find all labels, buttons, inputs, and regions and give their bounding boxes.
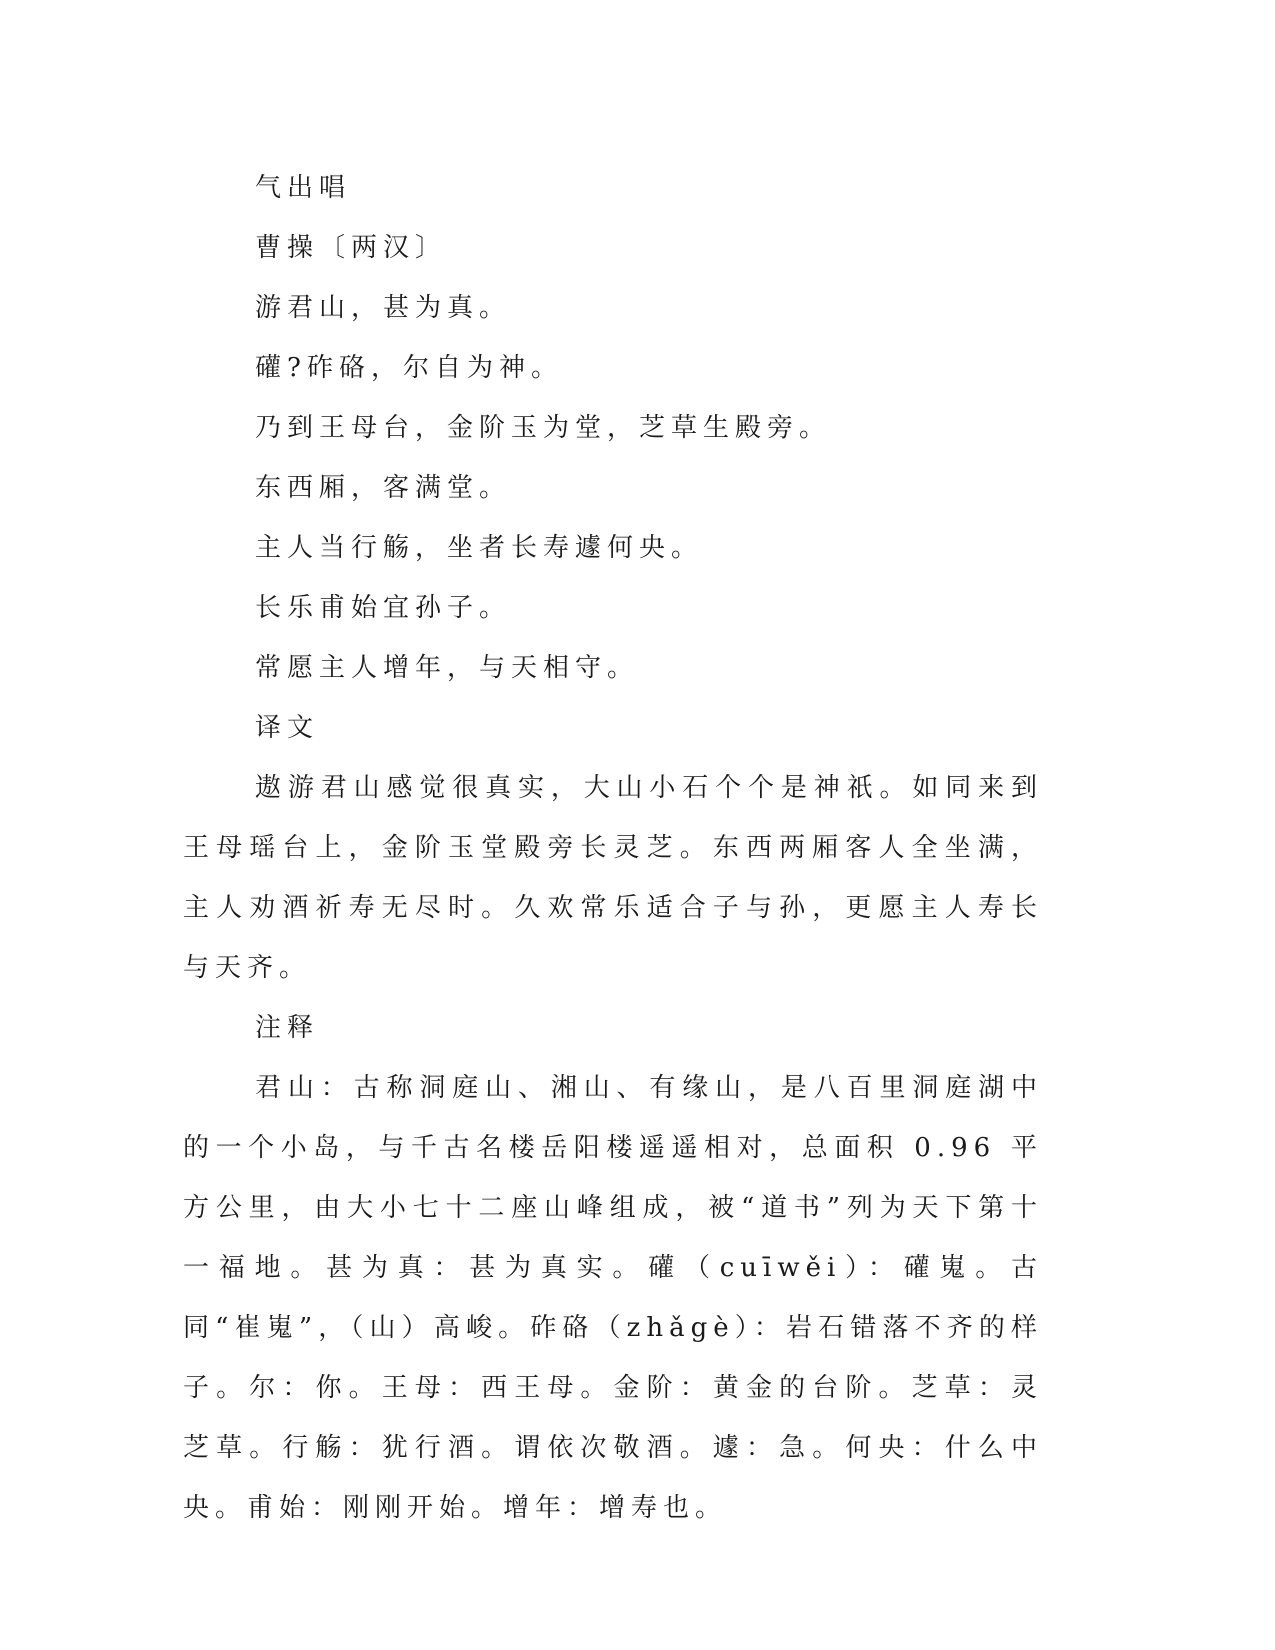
- poem-line: 乃到王母台，金阶玉为堂，芝草生殿旁。: [255, 413, 832, 443]
- poem-title: 气出唱: [255, 173, 352, 203]
- notes-text: 君山：古称洞庭山、湘山、有缘山，是八百里洞庭湖中的一个小岛，与千古名楼岳阳楼遥遥相对，总面积 0.96 平方公里，由大小七十二座山峰组成，被“道书”列为天下第十一福地。甚为真：甚为真实。礶（cuīwěi）：礶嵬。古同“崔嵬”，（山）高峻。砟硌（zhǎgè）：岩石错落不齐的样子。尔：你。王母：西王母。金阶：黄金的台阶。芝草：灵芝草。行觞：犹行酒。谓依次敬酒。遽：急。何央：什么中央。甫始：刚刚开始。增年：增寿也。: [183, 1073, 1043, 1523]
- poem-line: 常愿主人增年，与天相守。: [255, 653, 640, 683]
- poem-line: 礶?砟硌，尔自为神。: [255, 353, 563, 383]
- poem-author: 曹操〔两汉〕: [255, 233, 448, 263]
- translation-text: 遨游君山感觉很真实，大山小石个个是神祇。如同来到王母瑶台上，金阶玉堂殿旁长灵芝。东西两厢客人全坐满，主人劝酒祈寿无尽时。久欢常乐适合子与孙，更愿主人寿长与天齐。: [183, 773, 1043, 983]
- poem-line: 主人当行觞，坐者长寿遽何央。: [255, 533, 704, 563]
- poem-line: 东西厢，客满堂。: [255, 473, 512, 503]
- document-body: [183, 158, 1043, 1538]
- poem-line: 游君山，甚为真。: [255, 293, 512, 323]
- translation-heading: 译文: [255, 713, 320, 743]
- notes-heading: 注释: [255, 1013, 320, 1043]
- poem-line: 长乐甫始宜孙子。: [255, 593, 512, 623]
